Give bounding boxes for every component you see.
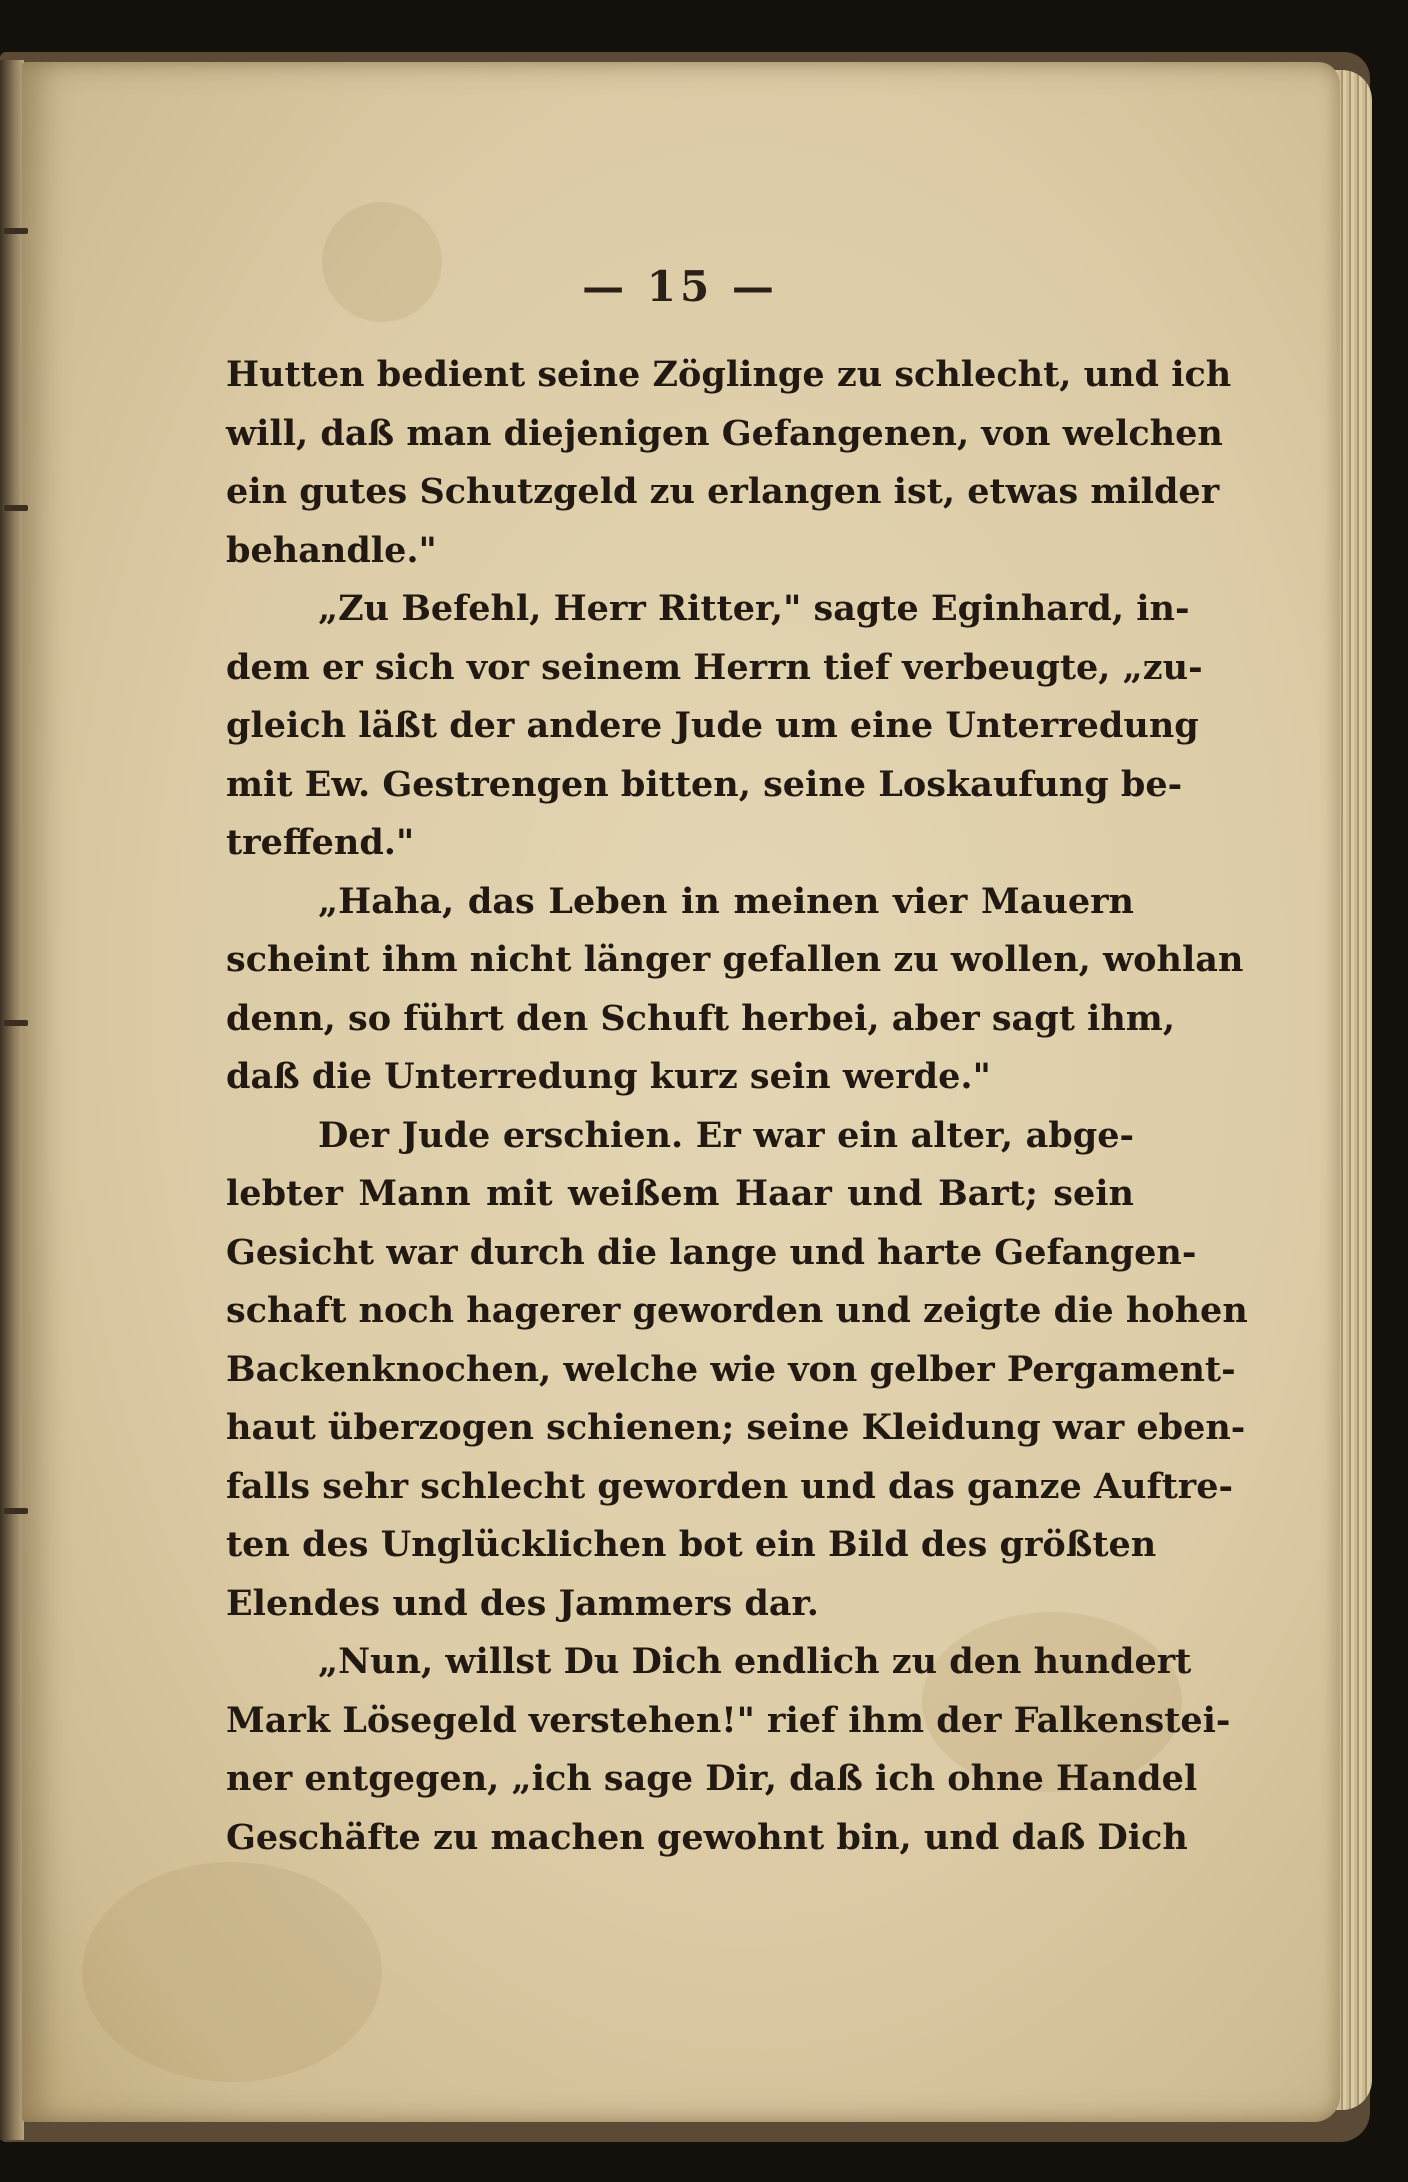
text-line: dem er sich vor seinem Herrn tief verbeugte, „zu- bbox=[226, 646, 1203, 688]
binding-mark bbox=[4, 228, 28, 234]
text-line: Der Jude erschien. Er war ein alter, abge- bbox=[318, 1114, 1134, 1156]
text-line: behandle." bbox=[226, 529, 437, 571]
paper-stain bbox=[82, 1862, 382, 2082]
text-line: haut überzogen schienen; seine Kleidung war eben- bbox=[226, 1407, 1246, 1448]
facing-page-edge bbox=[0, 60, 24, 2140]
text-line: Hutten bedient seine Zöglinge zu schlecht, und ich bbox=[226, 354, 1232, 395]
text-line: ner entgegen, „ich sage Dir, daß ich ohne Handel bbox=[226, 1758, 1198, 1799]
text-line: Geschäfte zu machen gewohnt bin, und daß Dich bbox=[226, 1816, 1188, 1858]
text-line: denn, so führt den Schuft herbei, aber sagt ihm, bbox=[226, 997, 1176, 1039]
text-line: daß die Unterredung kurz sein werde." bbox=[226, 1056, 991, 1097]
text-line: schaft noch hagerer geworden und zeigte die hohen bbox=[226, 1290, 1248, 1331]
page-body-text bbox=[226, 346, 1248, 1867]
text-line: „Nun, willst Du Dich endlich zu den hundert bbox=[318, 1641, 1192, 1682]
page-number: — 15 — bbox=[582, 262, 778, 311]
text-line: Gesicht war durch die lange und harte Gefangen- bbox=[226, 1231, 1197, 1273]
text-line: „Haha, das Leben in meinen vier Mauern bbox=[318, 880, 1134, 922]
text-line: ten des Unglücklichen bot ein Bild des größten bbox=[226, 1524, 1157, 1565]
text-line: Mark Lösegeld verstehen!" rief ihm der Falkenstei- bbox=[226, 1699, 1231, 1741]
text-line: treffend." bbox=[226, 822, 415, 863]
text-line: gleich läßt der andere Jude um eine Unterredung bbox=[226, 705, 1199, 746]
text-line: Backenknochen, welche wie von gelber Pergament- bbox=[226, 1348, 1236, 1390]
text-line: scheint ihm nicht länger gefallen zu wollen, wohlan bbox=[226, 939, 1244, 980]
text-line: will, daß man diejenigen Gefangenen, von welchen bbox=[226, 412, 1223, 454]
text-line: lebter Mann mit weißem Haar und Bart; sein bbox=[226, 1173, 1134, 1214]
text-line: ein gutes Schutzgeld zu erlangen ist, etwas milder bbox=[226, 471, 1220, 512]
binding-mark bbox=[4, 505, 28, 511]
text-line: Elendes und des Jammers dar. bbox=[226, 1582, 819, 1624]
paper-stain bbox=[322, 202, 442, 322]
text-line: mit Ew. Gestrengen bitten, seine Loskaufung be- bbox=[226, 763, 1183, 805]
text-line: falls sehr schlecht geworden und das ganze Auftre- bbox=[226, 1465, 1234, 1507]
binding-mark bbox=[4, 1508, 28, 1514]
text-line: „Zu Befehl, Herr Ritter," sagte Eginhard, in- bbox=[318, 588, 1190, 629]
binding-mark bbox=[4, 1020, 28, 1026]
